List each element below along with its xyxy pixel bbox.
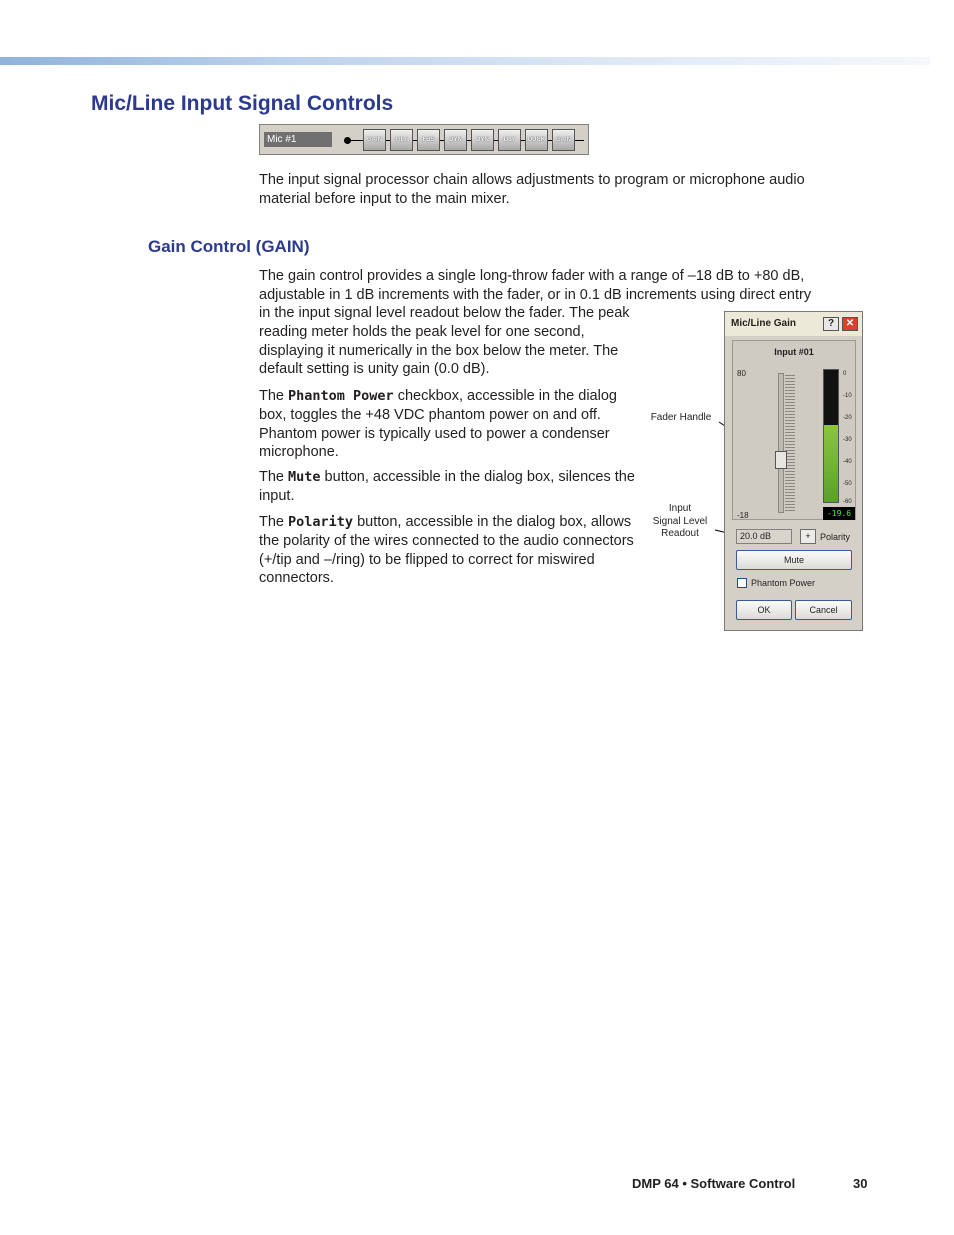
chain-dot bbox=[344, 137, 351, 144]
meter-label-40: -40 bbox=[843, 459, 852, 465]
chain-block-dyn-1[interactable]: DYN bbox=[444, 129, 467, 151]
meter-label-10: -10 bbox=[843, 393, 852, 399]
mute-button[interactable]: Mute bbox=[736, 550, 852, 570]
help-button[interactable]: ? bbox=[823, 317, 839, 331]
chain-block-fbs[interactable]: FBS bbox=[417, 129, 440, 151]
polarity-code: Polarity bbox=[288, 514, 354, 530]
close-button[interactable]: ✕ bbox=[842, 317, 858, 331]
polarity-pre: The bbox=[259, 514, 289, 530]
chain-block-dly[interactable]: DLY bbox=[498, 129, 521, 151]
meter-label-30: -30 bbox=[843, 437, 852, 443]
polarity-post: button, accessible in the dialog box, allows the polarity of the wires connected to the audio connectors (+/tip and –/ring) to be flipped to correct for miswired connectors. bbox=[259, 514, 634, 587]
meter-label-20: -20 bbox=[843, 415, 852, 421]
fader-min-label: -18 bbox=[737, 511, 749, 520]
callout-fader-handle: Fader Handle bbox=[650, 412, 712, 423]
meter-label-50: -50 bbox=[843, 481, 852, 487]
gain-panel bbox=[732, 340, 856, 520]
cancel-button[interactable]: Cancel bbox=[795, 600, 852, 620]
dialog-title: Mic/Line Gain bbox=[725, 312, 862, 336]
level-meter bbox=[823, 369, 839, 503]
polarity-paragraph bbox=[259, 513, 639, 588]
phantom-post: checkbox, accessible in the dialog box, toggles the +48 VDC phantom power on and off. Phantom power is typically used to power a condenser microphone. bbox=[259, 388, 617, 461]
signal-chain-strip bbox=[259, 124, 589, 155]
ok-button[interactable]: OK bbox=[736, 600, 792, 620]
chain-block-filt[interactable]: FILT bbox=[390, 129, 413, 151]
chain-block-gain[interactable]: GAIN bbox=[363, 129, 386, 151]
section-heading: Gain Control (GAIN) bbox=[148, 237, 310, 256]
mute-post: button, accessible in the dialog box, silences the input. bbox=[259, 469, 635, 504]
top-gradient-bar bbox=[0, 57, 930, 65]
phantom-code: Phantom Power bbox=[288, 388, 394, 404]
fader-track[interactable] bbox=[778, 373, 784, 513]
phantom-pre: The bbox=[259, 388, 289, 404]
input-label: Input #01 bbox=[774, 347, 814, 357]
mute-code: Mute bbox=[288, 469, 321, 485]
gain-paragraph-rest: in the input signal level readout below the fader. The peak reading meter holds the peak level for one second, displaying it numerically in the box below the meter. The default setting is unity gain (0.0 dB). bbox=[259, 305, 630, 378]
peak-readout: -19.6 bbox=[823, 507, 855, 520]
input-signal-level-readout[interactable]: 20.0 dB bbox=[736, 529, 792, 544]
fader-ticks bbox=[785, 375, 795, 511]
chain-block-dyn-2[interactable]: DYN bbox=[471, 129, 494, 151]
fader-max-label: 80 bbox=[737, 369, 746, 378]
phantom-paragraph bbox=[259, 387, 639, 462]
page-title: Mic/Line Input Signal Controls bbox=[91, 92, 394, 115]
callout-readout-line1: Input bbox=[668, 503, 692, 514]
phantom-power-checkbox[interactable] bbox=[737, 578, 747, 588]
phantom-power-label: Phantom Power bbox=[751, 578, 816, 588]
gain-paragraph-full: The gain control provides a single long-throw fader with a range of –18 dB to +80 dB, adjustable in 1 dB increments with the fader, or in 0.1 dB increments using direct entry bbox=[259, 268, 812, 303]
mic-line-gain-dialog bbox=[724, 311, 863, 631]
footer-title: DMP 64 • Software Control bbox=[632, 1176, 796, 1191]
callout-readout-line2: Signal Level bbox=[652, 515, 708, 527]
callout-readout-line3: Readout bbox=[661, 528, 699, 539]
meter-label-60: -60 bbox=[843, 499, 852, 505]
polarity-button[interactable]: + bbox=[800, 529, 816, 544]
chain-input-label: Mic #1 bbox=[264, 132, 332, 147]
intro-paragraph: The input signal processor chain allows adjustments to program or microphone audio material before input to the main mixer. bbox=[259, 172, 805, 207]
fader-handle[interactable] bbox=[775, 451, 787, 469]
mute-pre: The bbox=[259, 469, 289, 485]
mute-paragraph bbox=[259, 468, 639, 506]
chain-block-duck[interactable]: DUCK bbox=[525, 129, 548, 151]
chain-block-gain-out[interactable]: GAIN bbox=[552, 129, 575, 151]
level-meter-fill bbox=[824, 425, 838, 502]
page-number: 30 bbox=[853, 1176, 868, 1191]
meter-label-0: 0 bbox=[843, 371, 847, 377]
polarity-label: Polarity bbox=[820, 532, 851, 542]
